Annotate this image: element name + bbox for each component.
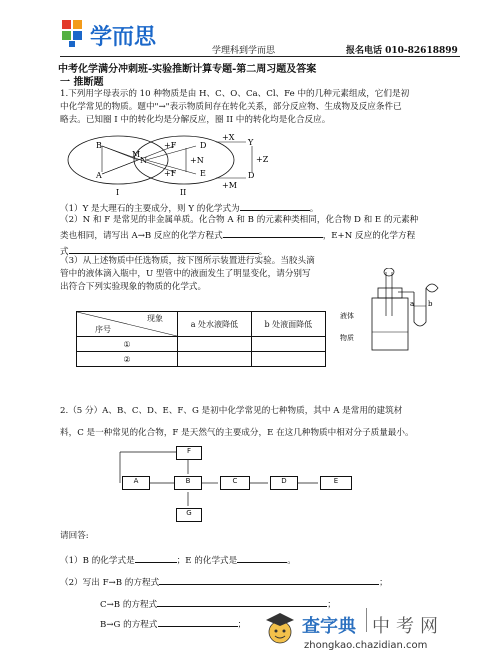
diagram-node-m-inner: M (132, 150, 141, 159)
answer-blank[interactable] (158, 616, 238, 627)
diagram-label-f2: +F (164, 169, 177, 178)
q1-part-3: （3）从上述物质中任选物质，按下图所示装置进行实验。当胶头滴 管中的液体滴入瓶中，U 型管中的液面发生了明显变化，请分别写 出符合下列实验现象的物质的化学式。 (60, 256, 315, 292)
q1-part-1: （1）Y 是大理石的主要成分，则 Y 的化学式为 。 (60, 200, 450, 216)
watermark-url: zhongkao.chazidian.com (304, 640, 428, 651)
diagram-label-m: +M (222, 181, 237, 190)
flow-box-a: A (122, 476, 150, 490)
diagram-node-e: E (200, 169, 206, 178)
flow-box-e: E (320, 476, 352, 490)
answer-blank[interactable] (240, 200, 310, 211)
table-row: ② (77, 352, 326, 367)
answer-blank[interactable] (135, 552, 177, 563)
flow-box-b: B (174, 476, 202, 490)
answer-blank[interactable] (69, 243, 259, 254)
diagram-node-b: B (96, 141, 102, 150)
u-tube-apparatus (340, 268, 450, 358)
header-slogan: 学理科到学而思 (212, 46, 276, 56)
q2-stem: 2.（5 分）A、B、C、D、E、F、G 是初中化学常见的七种物质，其中 A 是常用的建筑材 料，C 是一种常见的化合物，F 是天然气的主要成分，E 在这几种物质中相对分子质量最小。 (60, 406, 414, 438)
table-header-corner: 现象 序号 (77, 312, 178, 337)
answer-cell[interactable] (178, 352, 252, 367)
apparatus-label-substance: 物质 (340, 334, 354, 342)
flow-box-d: D (270, 476, 298, 490)
q1-answer-table (76, 311, 326, 367)
q1-part-2: （2）N 和 F 是常见的非金属单质。化合物 A 和 B 的元素种类相同，化合物 D 和 E 的元素种 类也相同，请写出 A→B 反应的化学方程式 ，E+N 反应的化学方程 式 。 (60, 215, 419, 257)
q2-ask: 请回答: (60, 531, 89, 541)
brand-logo (60, 18, 170, 52)
q1-line: 略去。已知圈 I 中的转化均是分解反应，圈 II 中的转化均是化合反应。 (60, 115, 331, 125)
watermark-main: 查字典 (302, 616, 356, 637)
q2-part-3: C→B 的方程式 ； (100, 596, 400, 612)
apparatus-label-liquid: 液体 (340, 312, 354, 320)
flow-box-g: G (176, 508, 202, 522)
q1-line: 1.下列用字母表示的 10 种物质是由 H、C、O、Ca、Cl、Fe 中的几种元素组成，它们是初 (60, 89, 410, 99)
diagram-circle-i: I (116, 188, 120, 197)
answer-cell[interactable] (251, 337, 325, 352)
page-title: 中考化学满分冲刺班-实验推断计算专题-第二周习题及答案 (58, 64, 317, 75)
table-header-col-b: b 处液面降低 (251, 312, 325, 337)
table-row: ① (77, 337, 326, 352)
logo-text: 学而思 (90, 25, 157, 50)
flow-box-f: F (176, 446, 202, 460)
header-phone: 报名电话 010-82618899 (346, 46, 458, 56)
answer-blank[interactable] (237, 552, 287, 563)
apparatus-label-a: a (410, 300, 415, 308)
logo-mark-icon (60, 18, 88, 48)
answer-blank[interactable] (223, 227, 323, 238)
answer-blank[interactable] (159, 574, 379, 585)
site-watermark (262, 606, 477, 658)
answer-cell[interactable] (178, 337, 252, 352)
diagram-node-y: Y (248, 138, 254, 147)
q2-part-4: B→G 的方程式 ； (100, 616, 300, 632)
diagram-node-a: A (96, 171, 102, 180)
section-heading: 一 推断题 (60, 77, 104, 88)
answer-cell[interactable] (251, 352, 325, 367)
diagram-circle-ii: II (180, 188, 187, 197)
q1-stem (60, 88, 450, 127)
diagram-node-d1: D (200, 141, 207, 150)
q1-reaction-diagram (66, 132, 276, 198)
diagram-label-f1: +F (164, 141, 177, 150)
watermark-sub: 中考网 (372, 616, 444, 637)
diagram-node-n-inner: N (140, 156, 147, 165)
q2-part-1: （1）B 的化学式是 ；E 的化学式是 。 (60, 552, 450, 568)
table-header-col-a: a 处水液降低 (178, 312, 252, 337)
diagram-label-x: +X (222, 133, 235, 142)
apparatus-label-b: b (428, 300, 433, 308)
diagram-node-d2: D (248, 171, 255, 180)
q1-line: 中化学常见的物质。题中"→"表示物质间存在转化关系，部分反应物、生成物及反应条件已 (60, 102, 402, 112)
header-divider (60, 56, 460, 57)
q2-part-2: （2）写出 F→B 的方程式 ； (60, 574, 450, 590)
graduate-mascot-icon (262, 608, 298, 648)
q2-flow-diagram (118, 446, 368, 524)
diagram-label-n2: +N (190, 156, 204, 165)
flow-box-c: C (220, 476, 250, 490)
diagram-label-z: +Z (256, 155, 269, 164)
